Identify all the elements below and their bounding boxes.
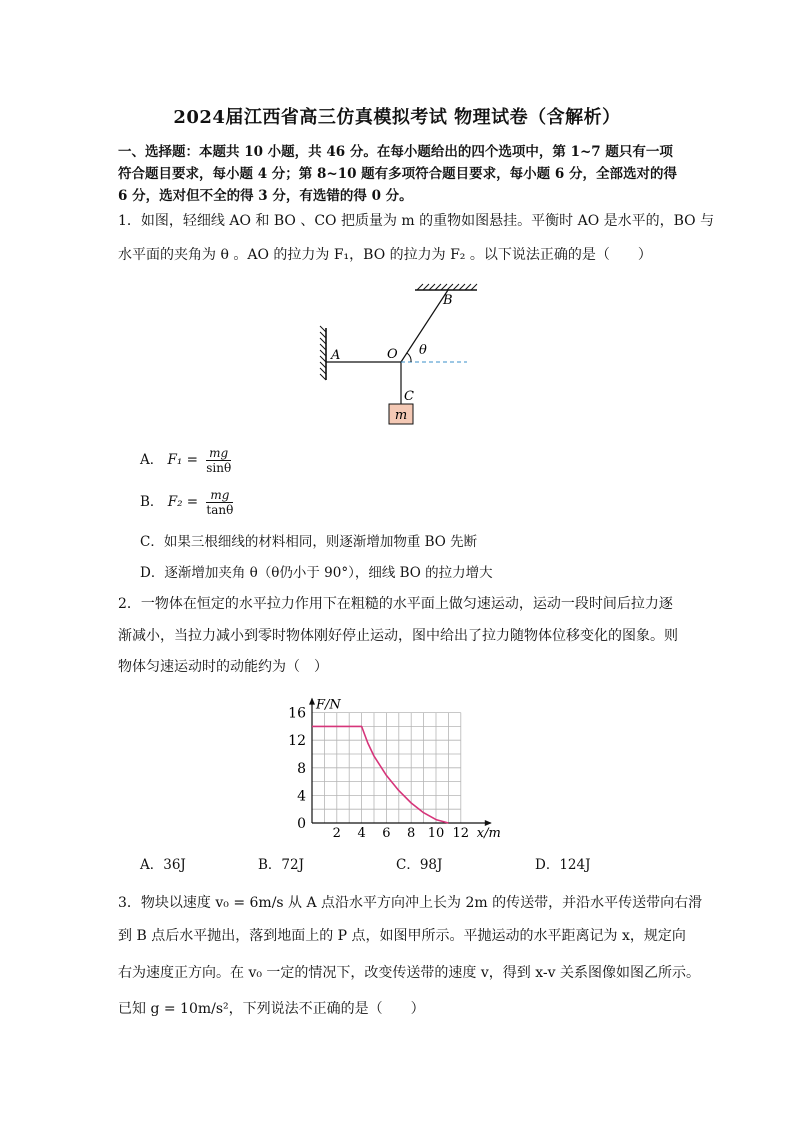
label-b: B <box>443 293 453 308</box>
section-instructions-line3: 6 分，选对但不全的得 3 分，有选错的得 0 分。 <box>118 188 413 204</box>
q3-stem-line3: 右为速度正方向。在 v₀ 一定的情况下，改变传送带的速度 v，得到 x-v 关系图像如图乙所示。 <box>118 965 700 981</box>
q2-force-displacement-chart <box>280 680 510 840</box>
force-curve <box>312 726 448 823</box>
y-tick-label: 4 <box>297 788 306 805</box>
q1-option-d: D．逐渐增加夹角 θ（θ仍小于 90°），细线 BO 的拉力增大 <box>140 565 493 581</box>
angle-arc <box>407 353 411 362</box>
label-a: A <box>331 348 341 363</box>
y-tick-label: 0 <box>297 816 306 832</box>
q1-option-a <box>140 446 231 475</box>
page-title: 2024届江西省高三仿真模拟考试 物理试卷（含解析） <box>173 107 621 128</box>
x-tick-label: 2 <box>332 826 341 840</box>
q1-option-b <box>140 488 233 517</box>
q2-option-b: B．72J <box>258 857 305 873</box>
label-c: C <box>404 389 414 404</box>
section-instructions-line1: 一、选择题：本题共 10 小题，共 46 分。在每小题给出的四个选项中，第 1~7 题只有一项 <box>118 144 673 160</box>
q2-option-a: A．36J <box>140 857 186 873</box>
q1-option-a-denominator: sinθ <box>206 461 232 475</box>
q1-option-a-numerator: mg <box>206 446 231 461</box>
x-tick-label: 8 <box>407 826 416 840</box>
x-tick-label: 12 <box>452 826 470 840</box>
x-tick-label: 10 <box>427 826 445 840</box>
y-tick-label: 16 <box>288 705 306 722</box>
q1-option-b-prefix: B． <box>140 494 164 510</box>
q3-stem-line1: 3．物块以速度 v₀ = 6m/s 从 A 点沿水平方向冲上长为 2m 的传送带，并沿水平传送带向右滑 <box>118 895 703 911</box>
chart-grid <box>312 713 461 823</box>
q1-option-b-numerator: mg <box>206 488 233 503</box>
x-tick-label: 6 <box>382 826 391 840</box>
y-axis-label: F/N <box>316 697 341 713</box>
q1-stem-line2: 水平面的夹角为 θ 。AO 的拉力为 F₁，BO 的拉力为 F₂ 。以下说法正确的是（ ） <box>118 247 652 263</box>
q1-stem-line1: 1．如图，轻细线 AO 和 BO 、CO 把质量为 m 的重物如图悬挂。平衡时 AO 是水平的，BO 与 <box>118 213 715 229</box>
q2-option-c: C．98J <box>396 857 443 873</box>
wall-hatch <box>320 326 326 380</box>
q1-option-b-denominator: tanθ <box>206 503 234 517</box>
label-o: O <box>387 347 398 362</box>
q1-option-a-prefix: A． <box>140 452 164 468</box>
y-tick-label: 12 <box>288 733 306 750</box>
x-tick-label: 4 <box>357 826 366 840</box>
q2-stem-line3: 物体匀速运动时的动能约为（ ） <box>118 659 328 675</box>
q3-stem-line4: 已知 g = 10m/s²，下列说法不正确的是（ ） <box>118 1001 425 1017</box>
label-mass: m <box>394 408 408 423</box>
section-instructions-line2: 符合题目要求，每小题 4 分；第 8~10 题有多项符合题目要求，每小题 6 分，全部选对的得 <box>118 166 677 182</box>
q1-option-b-fraction <box>206 488 233 517</box>
chart-ticks <box>288 698 501 840</box>
x-axis-label: x/m <box>476 826 501 840</box>
ceiling-hatch <box>417 284 477 290</box>
q1-option-a-fraction <box>206 446 231 475</box>
q1-figure <box>315 280 485 430</box>
label-theta: θ <box>419 343 427 358</box>
q2-stem-line2: 渐减小，当拉力减小到零时物体刚好停止运动，图中给出了拉力随物体位移变化的图象。则 <box>118 628 678 644</box>
q1-option-b-lhs: F₂ = <box>167 494 199 510</box>
y-tick-label: 8 <box>297 760 306 777</box>
q2-stem-line1: 2．一物体在恒定的水平拉力作用下在粗糙的水平面上做匀速运动，运动一段时间后拉力逐 <box>118 596 673 612</box>
q1-option-a-lhs: F₁ = <box>167 452 198 468</box>
y-axis-arrow <box>309 698 315 705</box>
q2-option-d: D．124J <box>535 857 591 873</box>
q1-option-c: C．如果三根细线的材料相同，则逐渐增加物重 BO 先断 <box>140 534 478 550</box>
chart-plot-area <box>312 726 448 823</box>
q3-stem-line2: 到 B 点后水平抛出，落到地面上的 P 点，如图甲所示。平抛运动的水平距离记为 x，规定向 <box>118 928 686 944</box>
